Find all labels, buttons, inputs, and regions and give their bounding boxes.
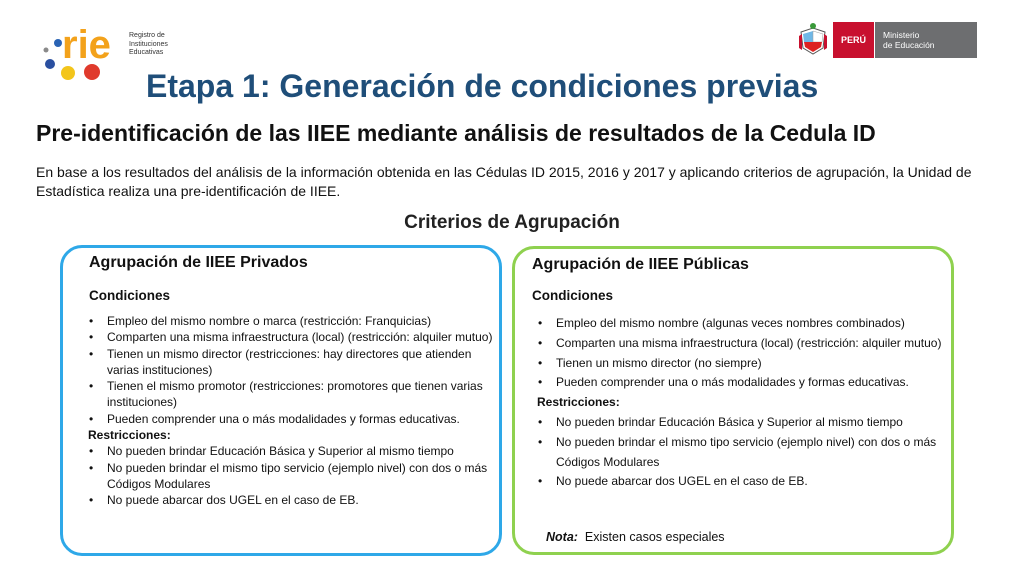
public-conditions-list <box>537 314 949 393</box>
private-restrictions-label: Restricciones: <box>88 428 171 443</box>
private-conditions-label: Condiciones <box>89 288 171 303</box>
private-restrictions-list <box>88 443 500 508</box>
logo-dot-blue-small <box>54 39 62 47</box>
logo-dot-blue <box>45 59 55 69</box>
list-item: • Empleo del mismo nombre o marca (restricción: Franquicias) <box>88 313 500 329</box>
logo-line: Registro de <box>129 32 165 39</box>
public-group-heading: Agrupación de IIEE Públicas <box>532 256 749 273</box>
list-item: • Pueden comprender una o más modalidades y formas educativas. <box>88 411 500 427</box>
list-item: • Comparten una misma infraestructura (local) (restricción: alquiler mutuo) <box>88 329 500 345</box>
ministry-name <box>875 22 977 58</box>
ministry-line-1: Ministerio <box>883 30 920 40</box>
list-item: • No puede abarcar dos UGEL en el caso de EB. <box>537 472 949 492</box>
public-conditions-label: Condiciones <box>532 288 614 303</box>
logo-line: Educativas <box>129 49 164 56</box>
logo-dot-yellow <box>61 66 75 80</box>
logo-brand-text: rie <box>62 23 111 67</box>
ministry-line-2: de Educación <box>883 40 935 50</box>
list-item: • Tienen un mismo director (no siempre) <box>537 354 949 374</box>
private-conditions-list <box>88 313 500 427</box>
criteria-heading: Criterios de Agrupación <box>404 212 620 233</box>
public-note <box>546 530 725 544</box>
logo-caption <box>129 32 189 58</box>
list-item: • No pueden brindar Educación Básica y Superior al mismo tiempo <box>88 443 500 459</box>
public-restrictions-list <box>537 413 949 492</box>
note-label: Nota: <box>546 530 578 544</box>
list-item: • No pueden brindar el mismo tipo servicio (ejemplo nivel) con dos o más Códigos Modulares <box>537 433 949 473</box>
public-restrictions-label: Restricciones: <box>537 395 620 410</box>
list-item: • Pueden comprender una o más modalidades y formas educativas. <box>537 373 949 393</box>
public-group-list <box>537 314 949 492</box>
list-item: • Tienen un mismo director (restricciones: hay directores que atienden varias instituciones) <box>88 346 500 379</box>
list-item: • Empleo del mismo nombre (algunas veces nombres combinados) <box>537 314 949 334</box>
list-item: • Tienen el mismo promotor (restricciones: promotores que tienen varias instituciones) <box>88 378 500 411</box>
note-text: Existen casos especiales <box>584 530 725 544</box>
peru-label: PERÚ <box>833 22 874 58</box>
list-item: • No pueden brindar Educación Básica y Superior al mismo tiempo <box>537 413 949 433</box>
logo-line: Instituciones <box>129 40 168 48</box>
slide-subtitle: Pre-identificación de las IIEE mediante análisis de resultados de la Cedula ID <box>36 120 876 146</box>
list-item: • No puede abarcar dos UGEL en el caso de EB. <box>88 492 500 508</box>
private-group-heading: Agrupación de IIEE Privados <box>89 254 308 271</box>
list-item: • Comparten una misma infraestructura (local) (restricción: alquiler mutuo) <box>537 334 949 354</box>
intro-paragraph: En base a los resultados del análisis de la información obtenida en las Cédulas ID 2015, 2016 y 2017 y aplicando criterios de agrupación, la Unidad de Estadística realiza una pre-identificación de IIEE. <box>36 164 972 199</box>
list-item: • No pueden brindar el mismo tipo servicio (ejemplo nivel) con dos o más Códigos Modulares <box>88 460 500 493</box>
slide-title: Etapa 1: Generación de condiciones previas <box>146 68 819 104</box>
logo-dot-gray <box>44 48 49 53</box>
coat-of-arms-icon <box>797 22 829 58</box>
private-group-list <box>88 313 500 509</box>
ministry-banner <box>797 22 977 58</box>
